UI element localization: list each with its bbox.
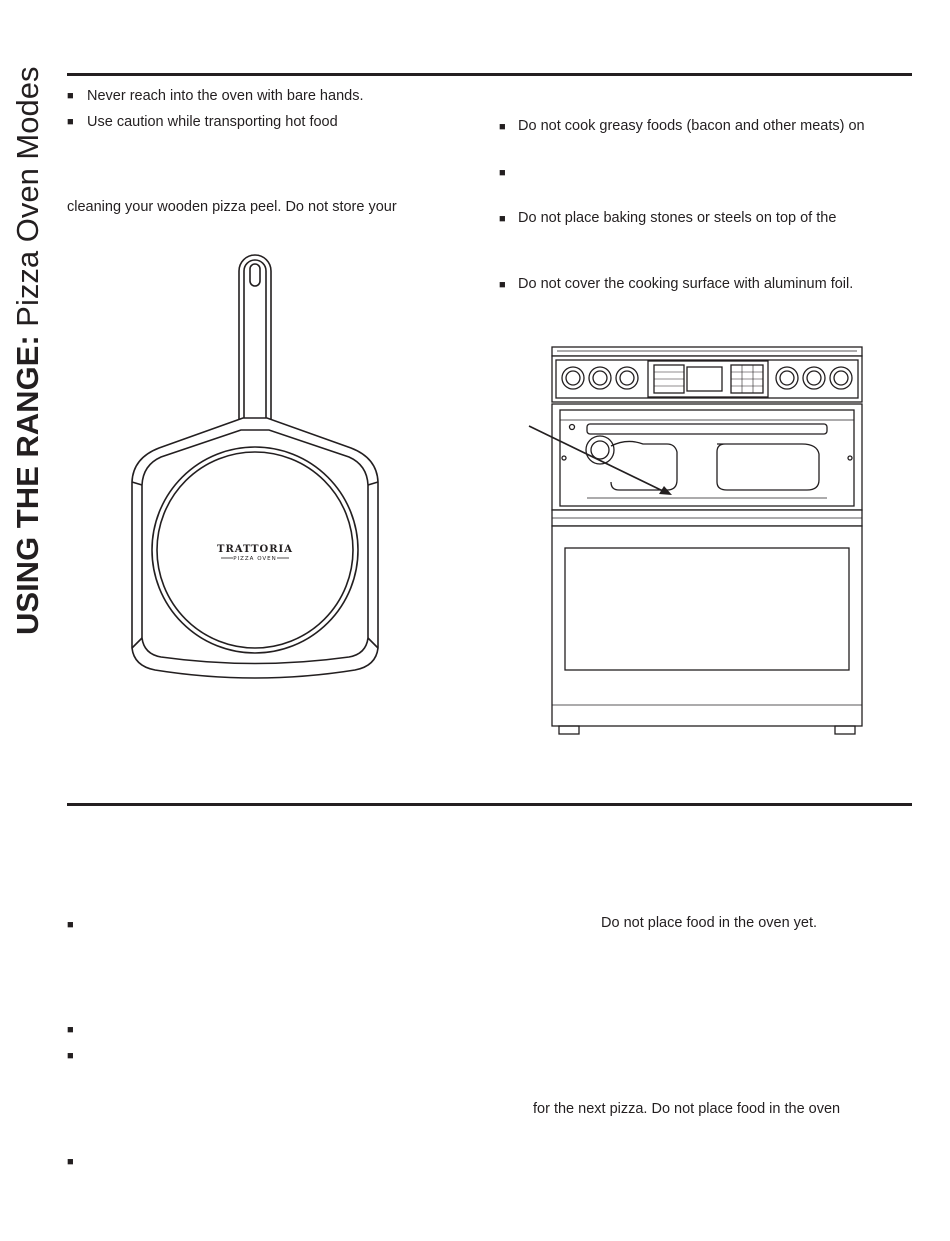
bullet-icon: ■ xyxy=(67,1024,74,1036)
pizza-peel-illustration xyxy=(125,250,385,690)
bullet-icon: ■ xyxy=(499,213,506,225)
peel-care-text: cleaning your wooden pizza peel. Do not store your xyxy=(67,199,397,215)
bullet-icon: ■ xyxy=(499,279,506,291)
bullet-icon: ■ xyxy=(499,121,506,133)
peel-logo-line2: PIZZA OVEN xyxy=(233,556,277,562)
top-rule xyxy=(67,73,912,76)
peel-logo-line1: TRATTORIA xyxy=(217,544,293,555)
lower-line-1: Do not place food in the oven yet. xyxy=(601,915,818,931)
right-bullet-1: Do not cook greasy foods (bacon and other meats) on xyxy=(518,118,865,134)
section-title-bold: USING THE RANGE: xyxy=(10,335,45,635)
bullet-icon: ■ xyxy=(67,116,74,128)
middle-rule xyxy=(67,803,912,806)
bullet-icon: ■ xyxy=(67,1156,74,1168)
right-bullet-3: Do not place baking stones or steels on top of the xyxy=(518,210,837,226)
section-title xyxy=(10,67,46,635)
section-title-light: Pizza Oven Modes xyxy=(10,66,45,336)
bullet-icon: ■ xyxy=(67,1050,74,1062)
left-bullet-1: Never reach into the oven with bare hands. xyxy=(87,88,364,104)
lower-line-2: for the next pizza. Do not place food in the oven xyxy=(533,1101,841,1117)
bullet-icon: ■ xyxy=(67,90,74,102)
left-bullet-2: Use caution while transporting hot food xyxy=(87,114,338,130)
range-oven-illustration xyxy=(527,340,872,740)
bullet-icon: ■ xyxy=(67,919,74,931)
right-bullet-4: Do not cover the cooking surface with aluminum foil. xyxy=(518,276,854,292)
bullet-icon: ■ xyxy=(499,167,506,179)
